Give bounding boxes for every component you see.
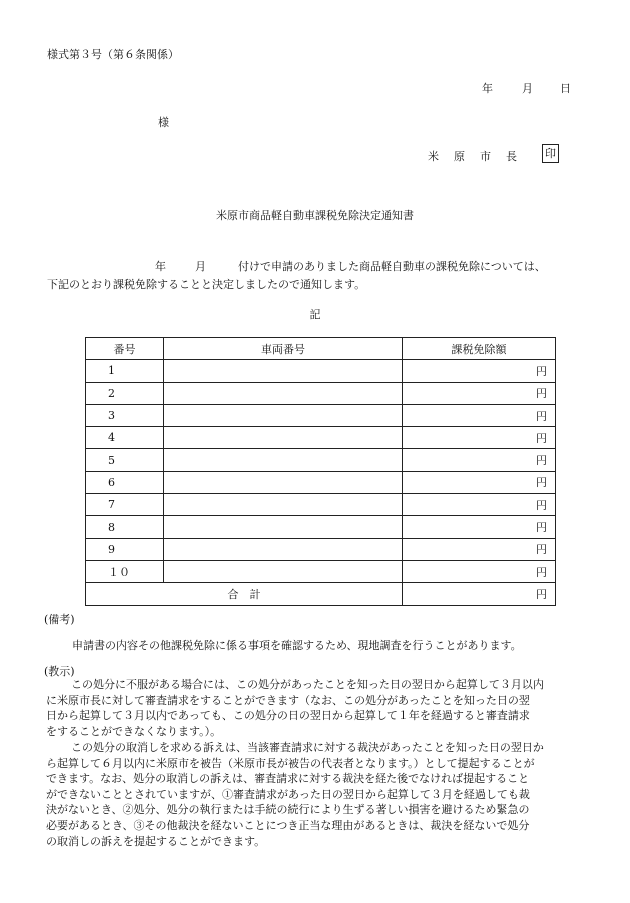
row-vehicle: [164, 471, 403, 493]
row-amount-unit: 円: [403, 516, 556, 538]
instruction-paragraph-1: [46, 677, 582, 739]
instruction-line: 日から起算して３月以内であっても、この処分の日の翌日から起算して１年を経過すると審査請求: [46, 709, 530, 723]
row-vehicle: [164, 516, 403, 538]
addressee-suffix: 様: [158, 116, 169, 129]
intro-year-label: 年: [155, 260, 166, 273]
row-amount-unit: 円: [403, 494, 556, 516]
table-row: [86, 360, 556, 382]
header-vehicle-number: 車両番号: [164, 338, 403, 360]
row-amount-unit: 円: [403, 471, 556, 493]
date-year-label: 年: [482, 82, 493, 95]
row-number: 8: [86, 516, 164, 538]
row-amount-unit: 円: [403, 449, 556, 471]
row-amount-unit: 円: [403, 427, 556, 449]
instruction-line: できます。なお、処分の取消しの訴えは、審査請求に対する裁決を経た後でなければ提起すること: [46, 772, 530, 786]
remarks-heading: (備考): [44, 613, 75, 626]
instruction-line: ら起算して６月以内に米原市を被告（米原市長が被告の代表者となります。）として提起することが: [46, 756, 535, 770]
document-title: 米原市商品軽自動車課税免除決定通知書: [216, 209, 414, 222]
row-vehicle: [164, 494, 403, 516]
row-number: 7: [86, 494, 164, 516]
total-label: 合 計: [86, 583, 403, 605]
row-amount-unit: 円: [403, 382, 556, 404]
row-vehicle: [164, 360, 403, 382]
row-number: 5: [86, 449, 164, 471]
date-month-label: 月: [522, 82, 533, 95]
instruction-line: ができないこととされていますが、①審査請求があった日の翌日から起算して３月を経過しても裁: [46, 787, 530, 801]
issuer-char: 米: [428, 150, 439, 163]
table-row: [86, 560, 556, 582]
instruction-line: に米原市長に対して審査請求をすることができます（なお、この処分があったことを知った日の翌: [46, 693, 530, 707]
instruction-heading: (教示): [44, 665, 75, 678]
issuer-char: 原: [454, 150, 465, 163]
row-number: 1: [86, 360, 164, 382]
row-number: １０: [86, 560, 164, 582]
instruction-line: をすることができなくなります。）。: [46, 724, 222, 738]
ki-heading: 記: [309, 308, 321, 321]
instruction-line: 必要があるとき、③その他裁決を経ないことにつき正当な理由があるときは、裁決を経ないで処分: [46, 818, 530, 832]
row-vehicle: [164, 449, 403, 471]
row-vehicle: [164, 382, 403, 404]
row-amount-unit: 円: [403, 538, 556, 560]
row-amount-unit: 円: [403, 404, 556, 426]
table-header-row: [86, 338, 556, 360]
table-row: [86, 516, 556, 538]
instruction-line: この処分の取消しを求める訴えは、当該審査請求に対する裁決があったことを知った日の翌日か: [60, 741, 544, 754]
table-row: [86, 471, 556, 493]
form-number: 様式第３号（第６条関係）: [47, 48, 179, 61]
instruction-paragraph-2: [46, 740, 582, 849]
table-row: [86, 538, 556, 560]
tax-exemption-table: [85, 337, 556, 606]
instruction-line: の取消しの訴えを提起することができます。: [46, 834, 266, 848]
table-row: [86, 449, 556, 471]
row-amount-unit: 円: [403, 560, 556, 582]
issuer-char: 長: [506, 150, 517, 163]
row-number: 4: [86, 427, 164, 449]
row-vehicle: [164, 404, 403, 426]
issuer-mayor: [428, 148, 548, 168]
table-total-row: [86, 583, 556, 605]
header-number: 番号: [86, 338, 164, 360]
issuer-char: 市: [480, 150, 491, 163]
date-day-label: 日: [560, 82, 571, 95]
instruction-line: この処分に不服がある場合には、この処分があったことを知った日の翌日から起算して３月以内: [60, 678, 544, 691]
row-vehicle: [164, 427, 403, 449]
intro-line-2: 下記のとおり課税免除することと決定しましたので通知します。: [47, 278, 366, 291]
row-vehicle: [164, 538, 403, 560]
intro-month-label: 月: [195, 260, 206, 273]
row-number: 2: [86, 382, 164, 404]
total-amount-unit: 円: [403, 583, 556, 605]
remarks-text: 申請書の内容その他課税免除に係る事項を確認するため、現地調査を行うことがあります。: [72, 639, 522, 652]
row-number: 6: [86, 471, 164, 493]
row-number: 3: [86, 404, 164, 426]
intro-line1-text: 付けで申請のありました商品軽自動車の課税免除については、: [238, 260, 546, 273]
table-row: [86, 494, 556, 516]
table-row: [86, 382, 556, 404]
row-number: 9: [86, 538, 164, 560]
table-row: [86, 427, 556, 449]
row-vehicle: [164, 560, 403, 582]
instruction-line: 決がないとき、②処分、処分の執行または手続の続行により生ずる著しい損害を避けるため緊急の: [46, 803, 530, 817]
table-row: [86, 404, 556, 426]
row-amount-unit: 円: [403, 360, 556, 382]
seal-mark: 印: [542, 144, 559, 163]
header-exemption-amount: 課税免除額: [403, 338, 556, 360]
